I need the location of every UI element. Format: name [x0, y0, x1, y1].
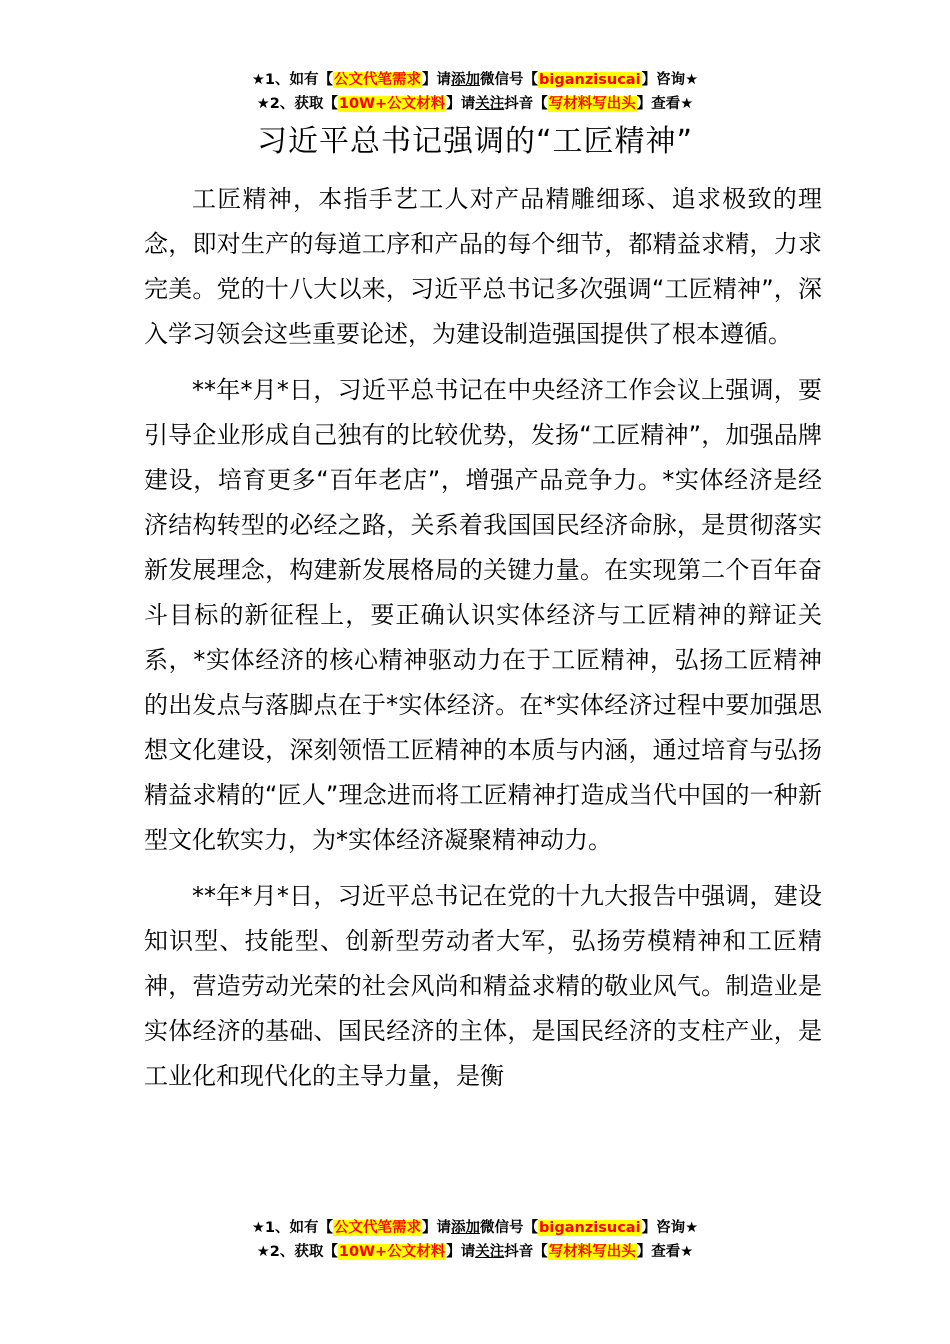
banner-highlight: biganzisucai	[539, 1220, 641, 1236]
banner-highlight: 公文代笔需求	[334, 1220, 422, 1236]
footer-banner	[0, 1216, 950, 1264]
paragraph: **年*月*日，习近平总书记在中央经济工作会议上强调，要引导企业形成自己独有的比较优势，发扬“工匠精神”，加强品牌建设，培育更多“百年老店”，增强产品竞争力。*实体经济是经济结构转型的必经之路，关系着我国国民经济命脉，是贯彻落实新发展理念，构建新发展格局的关键力量。在实现第二个百年奋斗目标的新征程上，要正确认识实体经济与工匠精神的辩证关系，*实体经济的核心精神驱动力在于工匠精神，弘扬工匠精神的出发点与落脚点在于*实体经济。在*实体经济过程中要加强思想文化建设，深刻领悟工匠精神的本质与内涵，通过培育与弘扬精益求精的“匠人”理念进而将工匠精神打造成当代中国的一种新型文化软实力，为*实体经济凝聚精神动力。	[144, 376, 822, 854]
banner-line-2: ★2、获取【10W+公文材料】请关注抖音【写材料写出头】查看★	[256, 96, 694, 112]
banner-highlight: biganzisucai	[539, 72, 641, 88]
banner-highlight: 公文代笔需求	[334, 72, 422, 88]
paragraph: **年*月*日，习近平总书记在党的十九大报告中强调，建设知识型、技能型、创新型劳动者大军，弘扬劳模精神和工匠精神，营造劳动光荣的社会风尚和精益求精的敬业风气。制造业是实体经济的基础、国民经济的主体，是国民经济的支柱产业，是工业化和现代化的主导力量，是衡	[144, 882, 822, 1090]
banner-highlight: 10W+公文材料	[338, 1244, 446, 1260]
banner-line-1: ★1、如有【公文代笔需求】请添加微信号【biganzisucai】咨询★	[251, 1220, 699, 1236]
header-banner	[0, 68, 950, 116]
banner-line-1: ★1、如有【公文代笔需求】请添加微信号【biganzisucai】咨询★	[251, 72, 699, 88]
banner-line-2: ★2、获取【10W+公文材料】请关注抖音【写材料写出头】查看★	[256, 1244, 694, 1260]
banner-highlight: 10W+公文材料	[338, 96, 446, 112]
paragraph: 工匠精神，本指手艺工人对产品精雕细琢、追求极致的理念，即对生产的每道工序和产品的每个细节，都精益求精，力求完美。党的十八大以来，习近平总书记多次强调“工匠精神”，深入学习领会这些重要论述，为建设制造强国提供了根本遵循。	[144, 185, 822, 348]
banner-highlight: 写材料写出头	[548, 1244, 636, 1260]
banner-highlight: 写材料写出头	[548, 96, 636, 112]
document-body	[144, 177, 822, 1099]
document-title: 习近平总书记强调的“工匠精神”	[256, 124, 694, 159]
